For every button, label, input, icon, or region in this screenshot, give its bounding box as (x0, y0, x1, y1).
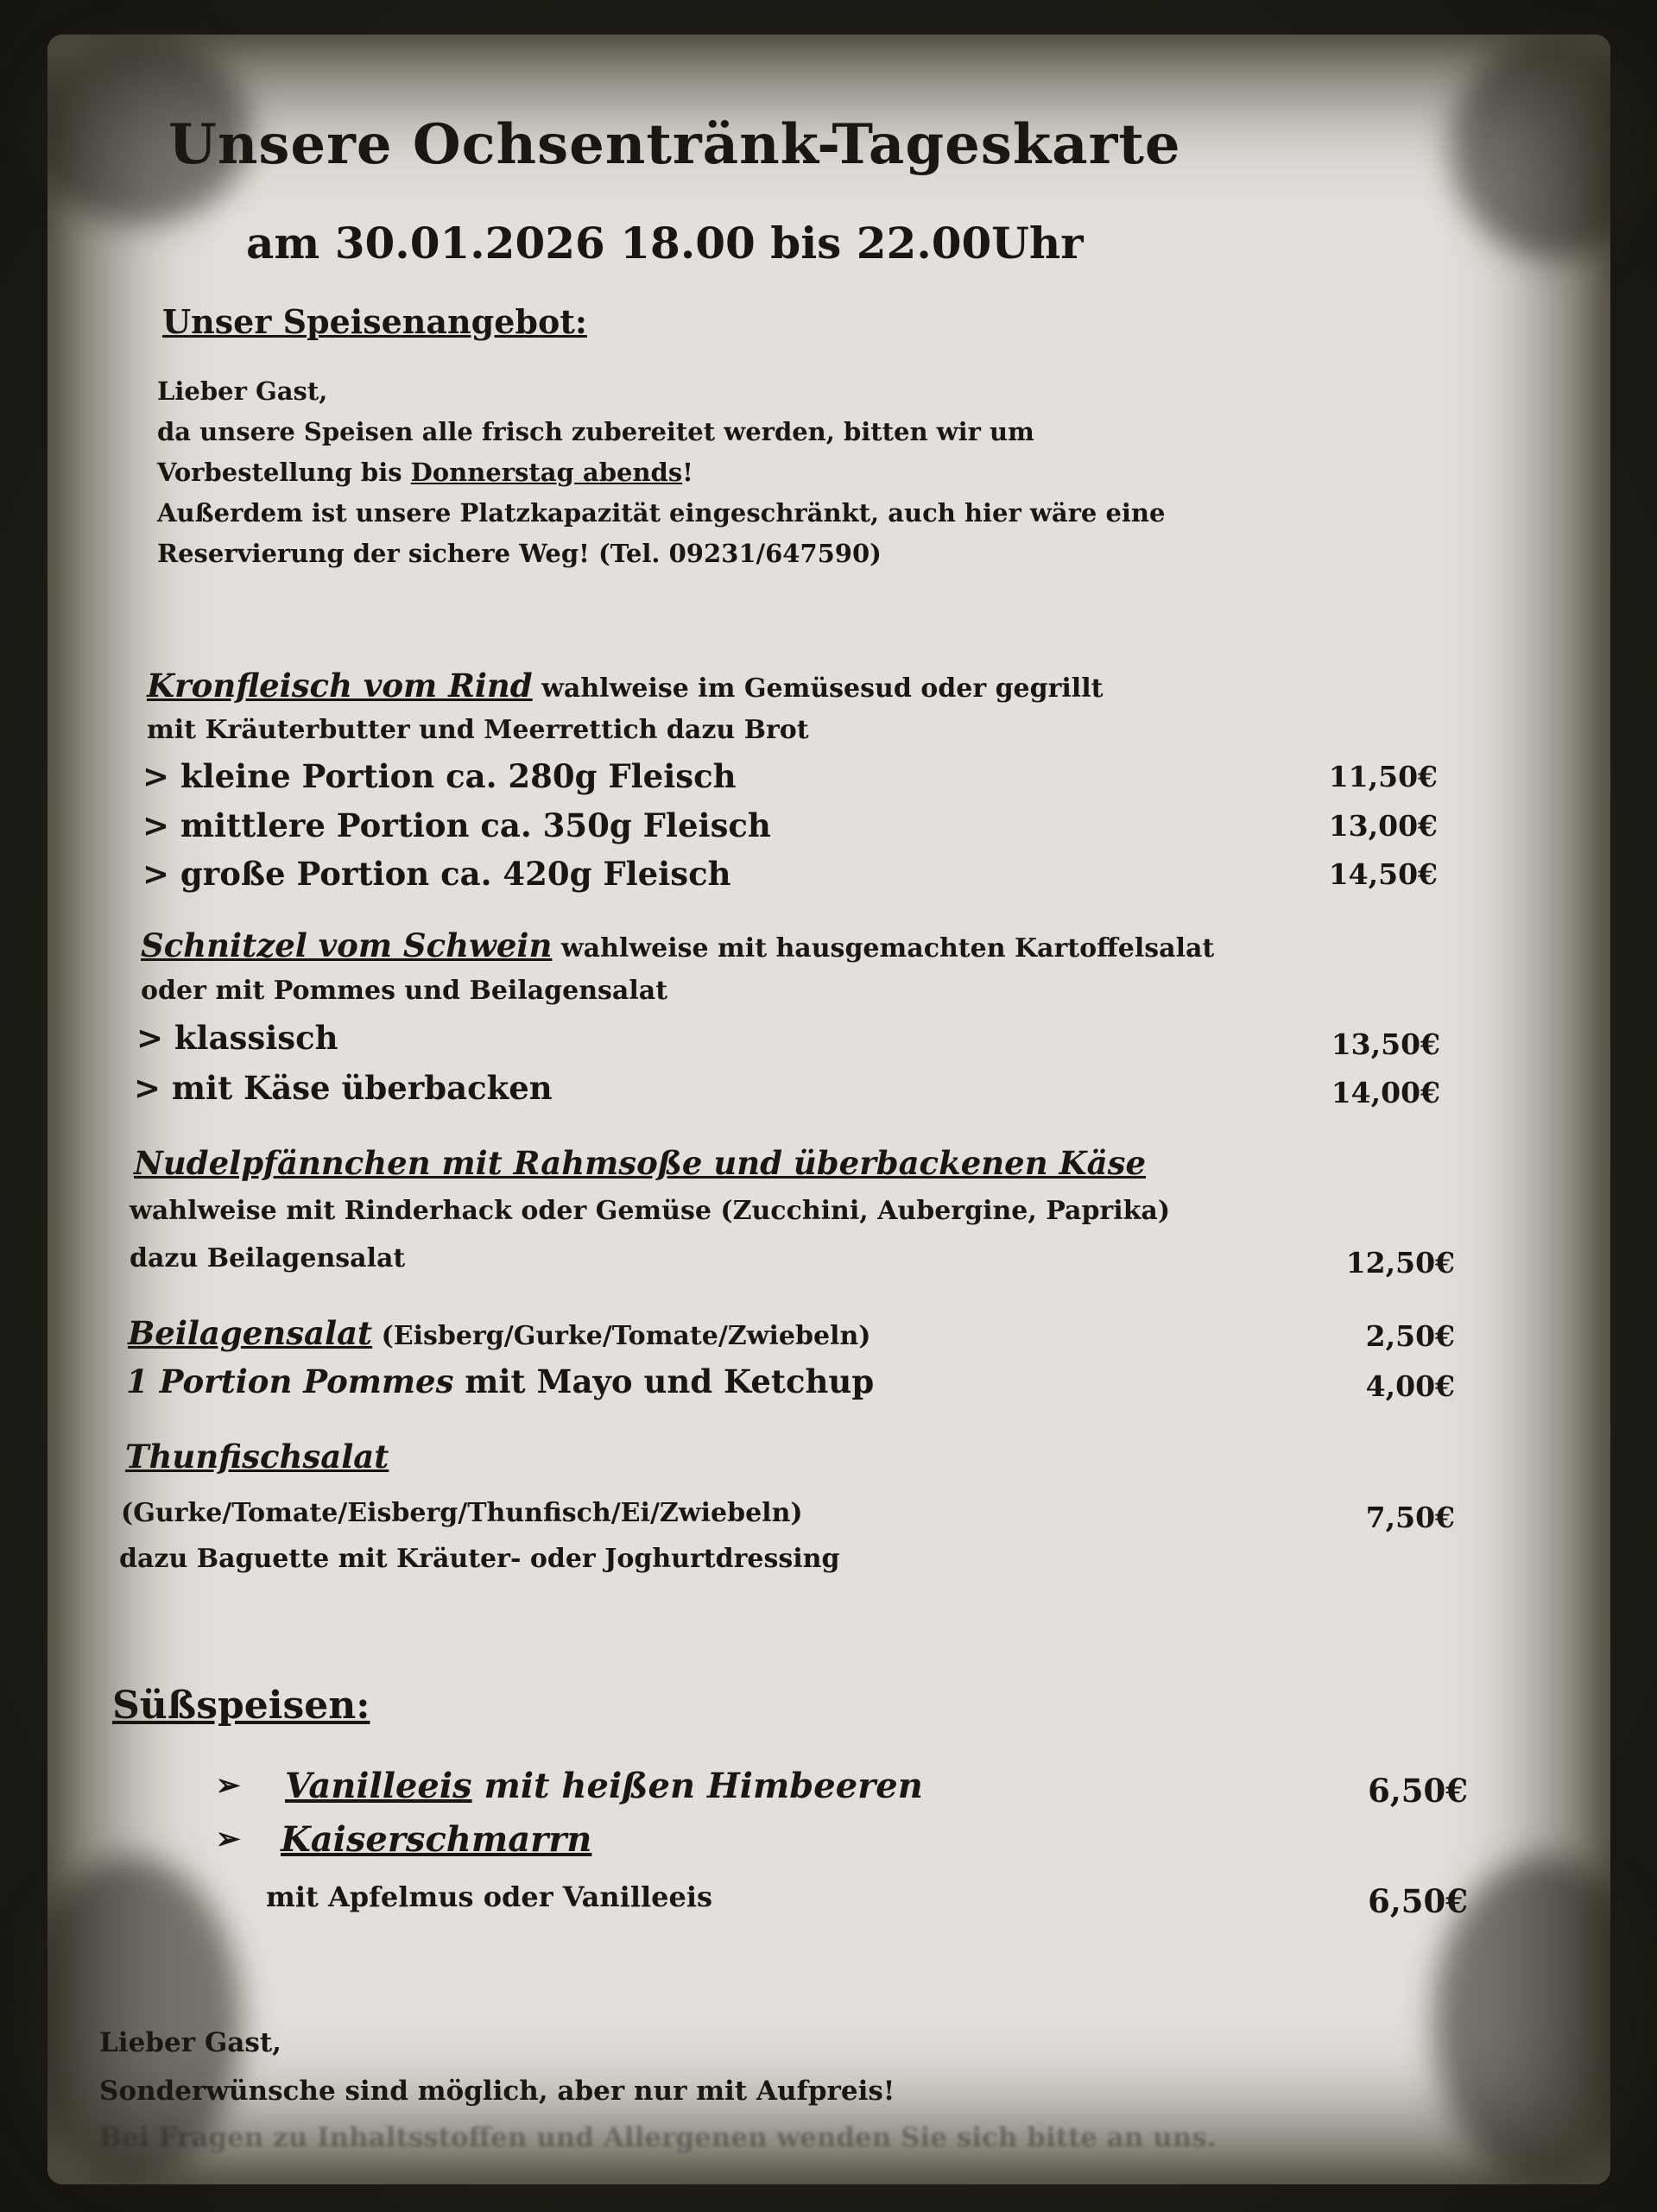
dish-name: Beilagensalat (128, 1314, 373, 1352)
menu-option: > kleine Portion ca. 280g Fleisch (142, 757, 737, 795)
dish-desc: (Gurke/Tomate/Eisberg/Thunfisch/Ei/Zwiebeln) (121, 1498, 803, 1528)
price: 13,00€ (1328, 809, 1438, 843)
sweets-heading: Süßspeisen: (112, 1684, 370, 1728)
vanille-line (285, 1766, 923, 1806)
menu-option: > mit Käse überbacken (134, 1069, 553, 1107)
arrow-icon: ➢ (216, 1822, 241, 1856)
arrow-icon: ➢ (216, 1768, 241, 1803)
dish-name: Vanilleeis (285, 1766, 472, 1806)
price: 14,50€ (1328, 857, 1438, 891)
footer-line: Lieber Gast, (99, 2027, 281, 2058)
intro-line: Lieber Gast, (157, 376, 328, 406)
price: 13,50€ (1331, 1027, 1440, 1061)
dish-desc: wahlweise im Gemüsesud oder gegrillt (532, 673, 1104, 704)
dish-desc: mit Apfelmus oder Vanilleeis (266, 1880, 713, 1913)
dish-desc: dazu Beilagensalat (130, 1243, 406, 1273)
menu-option: > klassisch (136, 1019, 338, 1057)
menu-option: > mittlere Portion ca. 350g Fleisch (142, 806, 771, 844)
page-subtitle: am 30.01.2026 18.00 bis 22.00Uhr (246, 218, 1084, 269)
dish-name: Kaiserschmarrn (281, 1819, 592, 1860)
price: 12,50€ (1345, 1246, 1455, 1280)
dish-desc: wahlweise mit Rinderhack oder Gemüse (Zucchini, Aubergine, Paprika) (130, 1196, 1171, 1226)
page-title: Unsere Ochsentränk-Tageskarte (168, 112, 1181, 177)
intro-line: Reservierung der sichere Weg! (Tel. 09231/647590) (157, 539, 882, 568)
menu-option: > große Portion ca. 420g Fleisch (142, 855, 731, 893)
schnitzel-title-line (141, 926, 1214, 964)
pommes-line (126, 1362, 874, 1400)
dish-desc: mit heißen Himbeeren (471, 1766, 923, 1806)
footer-line: Bei Fragen zu Inhaltsstoffen und Allergenen wenden Sie sich bitte an uns. (99, 2122, 1217, 2153)
dish-name: Schnitzel vom Schwein (141, 926, 553, 964)
dish-desc: dazu Baguette mit Kräuter- oder Joghurtdressing (119, 1544, 840, 1574)
dish-name: Nudelpfännchen mit Rahmsoße und überbackenen Käse (134, 1144, 1146, 1182)
price: 14,00€ (1331, 1076, 1440, 1109)
dish-desc: mit Kräuterbutter und Meerrettich dazu Brot (147, 715, 809, 745)
intro-line: Vorbestellung bis Donnerstag abends! (157, 458, 693, 487)
price: 7,50€ (1365, 1501, 1455, 1534)
beilagensalat-line (128, 1314, 870, 1352)
deadline-text: Donnerstag abends (410, 458, 683, 487)
footer-line: Sonderwünsche sind möglich, aber nur mit Aufpreis! (99, 2076, 895, 2107)
price: 6,50€ (1368, 1882, 1468, 1920)
price: 11,50€ (1328, 760, 1438, 793)
dish-name: Kronfleisch vom Rind (147, 667, 533, 705)
dish-desc: wahlweise mit hausgemachten Kartoffelsalat (552, 933, 1215, 964)
dish-name: 1 Portion Pommes (126, 1362, 454, 1400)
dish-desc: mit Mayo und Ketchup (453, 1362, 875, 1400)
intro-line: Außerdem ist unsere Platzkapazität eingeschränkt, auch hier wäre eine (157, 498, 1166, 528)
dish-name: Thunfischsalat (125, 1438, 389, 1476)
intro-text (157, 371, 1165, 574)
dish-desc: (Eisberg/Gurke/Tomate/Zwiebeln) (372, 1321, 871, 1351)
speisen-heading: Unser Speisenangebot: (162, 302, 587, 341)
intro-line: da unsere Speisen alle frisch zubereitet werden, bitten wir um (157, 417, 1034, 446)
price: 6,50€ (1368, 1772, 1468, 1810)
kronfleisch-title-line (147, 667, 1103, 705)
price: 4,00€ (1365, 1369, 1455, 1403)
price: 2,50€ (1365, 1319, 1455, 1353)
dish-desc: oder mit Pommes und Beilagensalat (141, 976, 668, 1006)
